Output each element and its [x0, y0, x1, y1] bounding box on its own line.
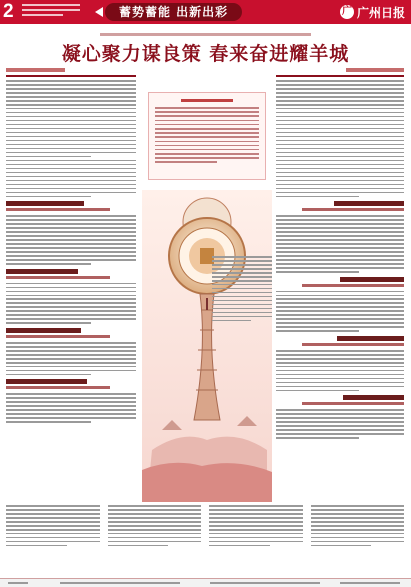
article-heading [276, 201, 404, 211]
masthead-bar [0, 0, 411, 24]
article-heading [276, 277, 404, 287]
page-number: 2 [3, 1, 14, 22]
article-title [6, 75, 136, 77]
kicker-line [100, 33, 311, 36]
article-heading [6, 328, 136, 338]
center-column [212, 256, 272, 324]
article-heading [6, 269, 136, 279]
article-body [311, 505, 405, 549]
article-body [6, 342, 136, 375]
canton-tower-illustration [142, 190, 272, 502]
article-body [6, 393, 136, 422]
article-body [6, 505, 100, 549]
article-body [276, 409, 404, 438]
article-heading [276, 395, 404, 405]
section-banner: 蓄势蓄能 出新出彩 [105, 3, 242, 21]
article-body [6, 215, 136, 264]
newspaper-brand [340, 4, 405, 20]
article-body [276, 350, 404, 391]
article-heading [276, 336, 404, 346]
left-column [6, 68, 136, 425]
masthead-logo-icon: 广 [341, 6, 352, 17]
page-footer [0, 578, 411, 587]
article-heading [6, 201, 136, 211]
article-heading [6, 379, 136, 389]
article-body [276, 80, 404, 197]
bottom-band [6, 505, 404, 549]
brand-name: 广州日报 [356, 5, 405, 20]
editor-note-box [148, 92, 266, 180]
article-subhead [6, 68, 65, 72]
article-body [6, 80, 136, 197]
article-body [108, 505, 202, 549]
article-body [6, 283, 136, 324]
article-body [209, 505, 303, 549]
article-body [212, 256, 272, 321]
page-headline: 凝心聚力谋良策 春来奋进耀羊城 [61, 43, 350, 65]
article-title [276, 75, 404, 77]
edition-info [22, 4, 80, 19]
article-subhead [346, 68, 404, 72]
article-body [276, 215, 404, 272]
right-column [276, 68, 404, 441]
article-body [276, 291, 404, 332]
